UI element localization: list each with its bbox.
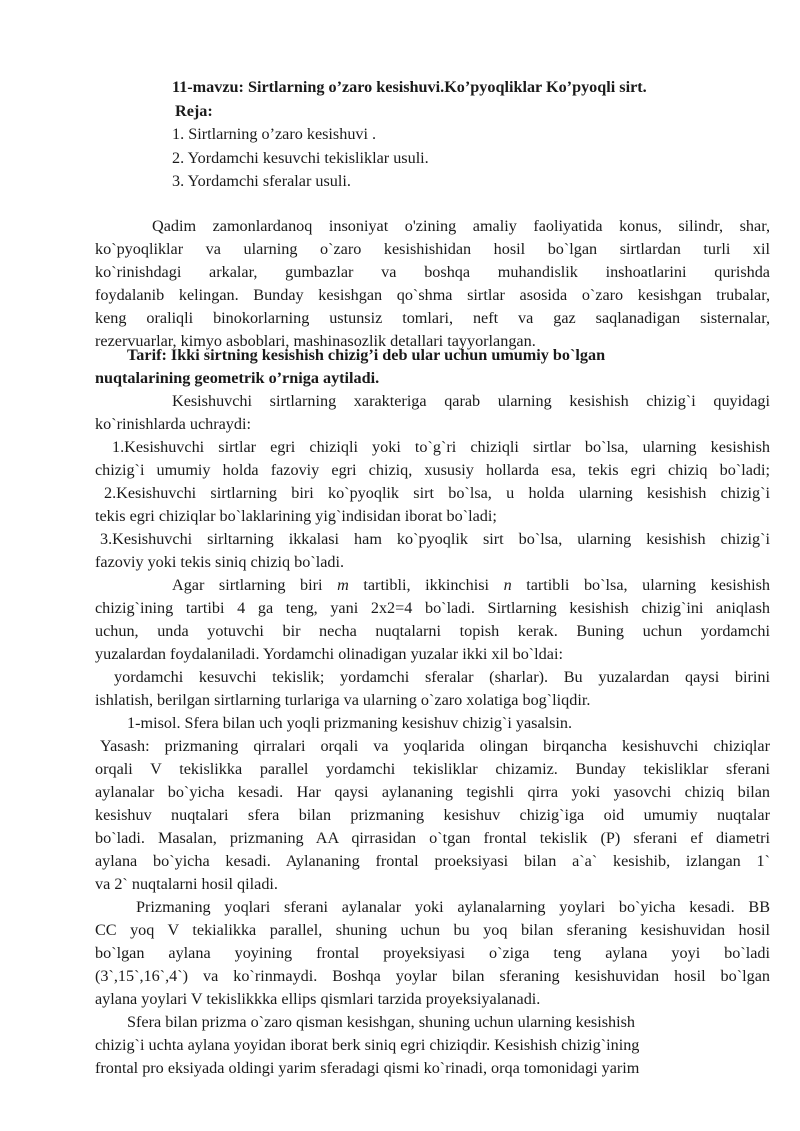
paragraph-line: ishlatish, berilgan sirtlarning turlariga va ularning o`zaro xolatiga bog`liqdir. bbox=[95, 691, 591, 709]
plan-item: 2. Yordamchi kesuvchi tekisliklar usuli. bbox=[172, 149, 429, 167]
list-item-line: fazoviy yoki tekis siniq chiziq bo`ladi. bbox=[95, 553, 345, 571]
paragraph-line: aylana bo`yicha kesadi. Aylananing frontal proeksiyasi bilan a`a` kesishib, izlangan 1` bbox=[95, 852, 770, 870]
definition-line: nuqtalarining geometrik o’rniga aytiladi. bbox=[95, 369, 380, 387]
paragraph-line: kesishuv nuqtalari sfera bilan prizmaning kesishuv chizig`iga oid umumiy nuqtalar bbox=[95, 806, 770, 824]
paragraph-line: uchun, unda yotuvchi bir necha nuqtalarni topish kerak. Buning uchun yordamchi bbox=[95, 622, 770, 640]
paragraph-line: frontal pro eksiyada oldingi yarim sferadagi qismi ko`rinadi, orqa tomonidagi yarim bbox=[95, 1059, 640, 1077]
plan-heading: Reja: bbox=[175, 102, 213, 120]
paragraph-line: Sfera bilan prizma o`zaro qisman kesishgan, shuning uchun ularning kesishish bbox=[127, 1013, 636, 1031]
list-item-line: 1.Kesishuvchi sirtlar egri chiziqli yoki to`g`ri chiziqli sirtlar bo`lsa, ularning kesishish bbox=[112, 438, 770, 456]
example-heading: 1-misol. Sfera bilan uch yoqli prizmaning kesishuv chizig`i yasalsin. bbox=[127, 714, 573, 732]
paragraph-line: Kesishuvchi sirtlarning xarakteriga qarab ularning kesishish chizig`i quyidagi bbox=[172, 392, 770, 410]
list-item-line: tekis egri chiziqlar bo`laklarining yig`indisidan iborat bo`ladi; bbox=[95, 507, 497, 525]
paragraph-line: keng oraliqli binokorlarning ustunsiz tomlari, neft va gaz saqlanadigan sisternalar, bbox=[95, 309, 770, 327]
math-symbol-m: m bbox=[337, 576, 349, 594]
paragraph-line: aylana yoylari V tekislikkka ellips qismlari tarzida proyeksiyalanadi. bbox=[95, 990, 541, 1008]
text-span: tartibli bo`lsa, ularning kesishish bbox=[511, 576, 770, 594]
paragraph-line: yordamchi kesuvchi tekislik; yordamchi sferalar (sharlar). Bu yuzalardan qaysi birini bbox=[114, 668, 770, 686]
page-title: 11-mavzu: Sirtlarning o’zaro kesishuvi.Ko’pyoqliklar Ko’pyoqli sirt. bbox=[172, 78, 647, 96]
paragraph-line: CC yoq V tekialikka parallel, shuning uchun bu yoq bilan sferaning kesishuvidan hosil bbox=[95, 921, 770, 939]
paragraph-line: chizig`ining tartibi 4 ga teng, yani 2x2=4 bo`ladi. Sirtlarning kesishish chizig`ini aniqlash bbox=[95, 599, 770, 617]
definition-line: Tarif: Ikki sirtning kesishish chizig’i deb ular uchun umumiy bo`lgan bbox=[127, 346, 606, 364]
text-span: Agar sirtlarning biri bbox=[172, 576, 338, 594]
paragraph-line: Prizmaning yoqlari sferani aylanalar yoki aylanalarning yoylari bo`yicha kesadi. BB bbox=[136, 898, 770, 916]
plan-item: 1. Sirtlarning o’zaro kesishuvi . bbox=[172, 125, 377, 143]
plan-item: 3. Yordamchi sferalar usuli. bbox=[172, 172, 351, 190]
text-span: tartibli, ikkinchisi bbox=[348, 576, 504, 594]
paragraph-line: orqali V tekislikka parallel yordamchi tekisliklar chizamiz. Bunday tekisliklar sferani bbox=[95, 760, 770, 778]
paragraph-line: bo`ladi. Masalan, prizmaning AA qirrasidan o`tgan frontal tekislik (P) sferani ef diametri bbox=[95, 829, 770, 847]
paragraph-line: rezervuarlar, kimyo asboblari, mashinasozlik detallari tayyorlangan. bbox=[95, 332, 536, 350]
list-item-line: chizig`i umumiy holda fazoviy egri chiziq, xususiy hollarda esa, tekis egri chiziq bo`ladi; bbox=[95, 461, 770, 479]
paragraph-line: Yasash: prizmaning qirralari orqali va yoqlarida olingan birqancha kesishuvchi chiziqlar bbox=[100, 737, 770, 755]
list-item-line: 3.Kesishuvchi sirltarning ikkalasi ham ko`pyoqlik sirt bo`lsa, ularning kesishish chizig`i bbox=[100, 530, 770, 548]
list-item-line: 2.Kesishuvchi sirtlarning biri ko`pyoqlik sirt bo`lsa, u holda ularning kesishish chizig`i bbox=[104, 484, 770, 502]
paragraph-line: ko`rinishdagi arkalar, gumbazlar va boshqa muhandislik inshoatlarini qurishda bbox=[95, 263, 770, 281]
paragraph-line: foydalanib kelingan. Bunday kesishgan qo`shma sirtlar asosida o`zaro kesishgan trubalar, bbox=[95, 286, 770, 304]
math-symbol-n: n bbox=[503, 576, 512, 594]
paragraph-line: yuzalardan foydalaniladi. Yordamchi olinadigan yuzalar ikki xil bo`ldai: bbox=[95, 645, 563, 663]
paragraph-line: va 2` nuqtalarni hosil qiladi. bbox=[95, 875, 278, 893]
paragraph-line: (3`,15`,16`,4`) va ko`rinmaydi. Boshqa yoylar bilan sferaning kesishuvidan hosil bo`lgan bbox=[95, 967, 770, 985]
paragraph-line: aylanalar bo`yicha kesadi. Har qaysi aylananing tegishli qirra yoki yasovchi chiziq bilan bbox=[95, 783, 770, 801]
paragraph-line: ko`pyoqliklar va ularning o`zaro kesishishidan hosil bo`lgan sirtlardan turli xil bbox=[95, 240, 770, 258]
paragraph-line: chizig`i uchta aylana yoyidan iborat berk siniq egri chiziqdir. Kesishish chizig`ining bbox=[95, 1036, 640, 1054]
paragraph-line bbox=[172, 574, 770, 596]
paragraph-line: bo`lgan aylana yoyining frontal proyeksiyasi o`ziga teng aylana yoyi bo`ladi bbox=[95, 944, 770, 962]
paragraph-line: Qadim zamonlardanoq insoniyat o'zining amaliy faoliyatida konus, silindr, shar, bbox=[152, 217, 770, 235]
paragraph-line: ko`rinishlarda uchraydi: bbox=[95, 415, 251, 433]
